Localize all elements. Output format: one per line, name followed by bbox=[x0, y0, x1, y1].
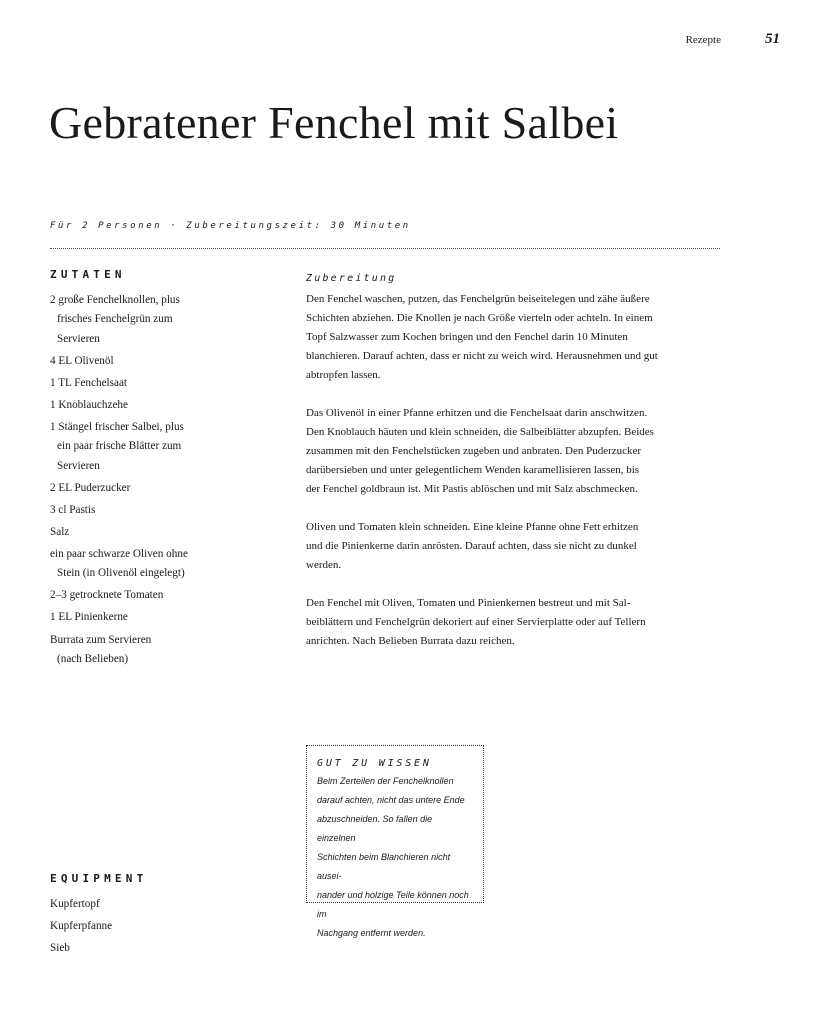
section-label: Rezepte bbox=[685, 34, 721, 46]
ingredient-item: Salz bbox=[50, 525, 70, 538]
ingredient-item: ein paar schwarze Oliven ohne Stein (in Olivenöl eingelegt) bbox=[50, 547, 188, 580]
ingredient-item: Burrata zum Servieren (nach Belieben) bbox=[50, 633, 152, 665]
ingredient-item: 3 cl Pastis bbox=[50, 503, 96, 516]
ingredient-item: 2 EL Puderzucker bbox=[50, 481, 131, 494]
tip-text: Beim Zerteilen der Fenchelknollen darauf achten, nicht das untere Ende abzuschneiden. So fallen die einzelnen Schichten beim Blanchieren nicht ausei- nander und holzige Teile können noch im Nachgang entfernt werden. bbox=[317, 776, 469, 938]
ingredient-item: 1 Knoblauchzehe bbox=[50, 398, 128, 411]
page-number: 51 bbox=[765, 31, 780, 47]
ingredients-list bbox=[50, 291, 270, 672]
preparation-paragraph: Den Fenchel waschen, putzen, das Fenchelgrün beiseitelegen und zähe äußere Schichten abziehen. Die Knollen je nach Größe vierteln oder achteln. In einem Topf Salzwasser zum Kochen bringen und den Fenchel darin 10 Minuten blanchieren. Darauf achten, dass er nicht zu weich wird. Herausnehmen und gut abtropfen lassen. bbox=[306, 293, 658, 381]
tip-box bbox=[306, 745, 484, 938]
ingredient-item: 1 Stängel frischer Salbei, plus ein paar frische Blätter zum Servieren bbox=[50, 420, 184, 472]
equipment-list bbox=[50, 895, 112, 961]
preparation-paragraph: Oliven und Tomaten klein schneiden. Eine kleine Pfanne ohne Fett erhitzen und die Pinienkerne darin anrösten. Darauf achten, dass sie nicht zu dunkel werden. bbox=[306, 521, 639, 571]
ingredient-item: 1 TL Fenchelsaat bbox=[50, 376, 128, 389]
ingredient-item: 2 große Fenchelknollen, plus frisches Fenchelgrün zum Servieren bbox=[50, 294, 180, 345]
recipe-title: Gebratener Fenchel mit Salbei bbox=[49, 97, 619, 148]
equipment-item: Sieb bbox=[50, 942, 70, 955]
ingredient-item: 2–3 getrocknete Tomaten bbox=[50, 589, 164, 602]
preparation-paragraph: Den Fenchel mit Oliven, Tomaten und Pinienkernen bestreut und mit Sal- beiblättern und Fenchelgrün dekoriert auf einer Servierplatte oder auf Tellern anrichten. Nach Belieben Burrata dazu reichen. bbox=[306, 597, 646, 647]
dotted-divider bbox=[50, 248, 720, 249]
ingredient-item: 4 EL Olivenöl bbox=[50, 354, 114, 367]
page-header bbox=[686, 31, 780, 48]
tip-heading: GUT ZU WISSEN bbox=[317, 758, 432, 769]
equipment-heading: EQUIPMENT bbox=[50, 872, 148, 885]
preparation-text bbox=[306, 290, 666, 670]
preparation-heading: Zubereitung bbox=[306, 273, 397, 284]
equipment-item: Kupferpfanne bbox=[50, 920, 113, 933]
preparation-paragraph: Das Olivenöl in einer Pfanne erhitzen und die Fenchelsaat darin anschwitzen. Den Knoblauch häuten und klein schneiden, die Salbeiblätter abzupfen. Beides zusammen mit den Fenchelstücken zugeben und anbraten. Den Puderzucker darübersieben und unter gelegentlichem Wenden karamellisieren lassen, bis der Fenchel goldbraun ist. Mit Pastis ablöschen und mit Salz abschmecken. bbox=[306, 407, 654, 495]
recipe-meta: Für 2 Personen · Zubereitungszeit: 30 Minuten bbox=[50, 221, 411, 231]
ingredient-item: 1 EL Pinienkerne bbox=[50, 611, 128, 624]
equipment-item: Kupfertopf bbox=[50, 898, 100, 910]
ingredients-heading: ZUTATEN bbox=[50, 268, 126, 281]
